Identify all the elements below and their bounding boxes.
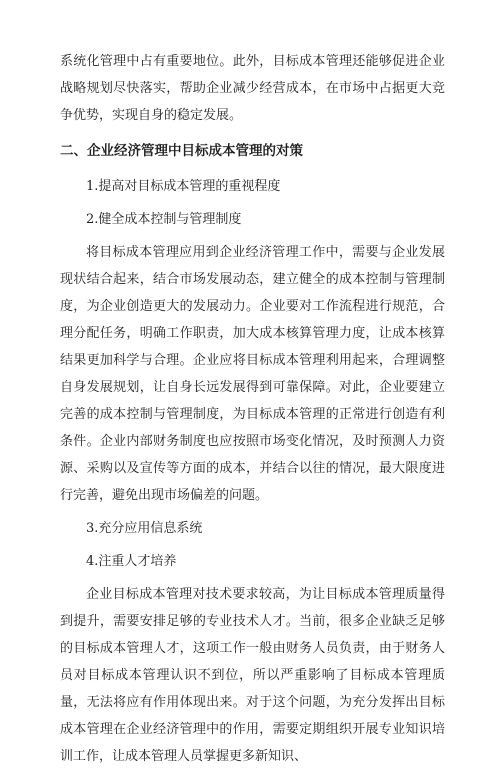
section-heading: 二、企业经济管理中目标成本管理的对策: [60, 143, 303, 159]
subheading-1: 1.提高对目标成本管理的重视程度: [86, 179, 281, 194]
intro-paragraph: 系统化管理中占有重要地位。此外，目标成本管理还能够促进企业战略规划尽快落实，帮助企业减少经营成本，在市场中占据更大竞争优势，实现自身的稳定发展。: [60, 54, 445, 123]
subheading-3: 3.充分应用信息系统: [86, 521, 203, 536]
talent-paragraph: 企业目标成本管理对技术要求较高，为让目标成本管理质量得到提升，需要安排足够的专业技术人才。当前，很多企业缺乏足够的目标成本管理人才，这项工作一般由财务人员负责，由于财务人员对目标成本管理认识不到位，所以严重影响了目标成本管理质量，无法将应有作用体现出来。对于这个问题，为充分发挥出目标成本管理在企业经济管理中的作用，需要定期组织开展专业知识培训工作，让成本管理人员掌握更多新知识、: [60, 587, 445, 764]
document-page: [60, 48, 445, 770]
subheading-2: 2.健全成本控制与管理制度: [86, 212, 242, 227]
subheading-4: 4.注重人才培养: [86, 554, 177, 569]
cost-control-paragraph: 将目标成本管理应用到企业经济管理工作中，需要与企业发展现状结合起来，结合市场发展动态，建立健全的成本控制与管理制度，为企业创造更大的发展动力。企业要对工作流程进行规范，合理分配任务，明确工作职责，加大成本核算管理力度，让成本核算结果更加科学与合理。企业应将目标成本管理利用起来，合理调整自身发展规划，让自身长远发展得到可靠保障。对此，企业要建立完善的成本控制与管理制度，为目标成本管理的正常进行创造有利条件。企业内部财务制度也应按照市场变化情况，及时预测人力资源、采购以及宣传等方面的成本，并结合以往的情况，最大限度进行完善，避免出现市场偏差的问题。: [60, 245, 445, 503]
